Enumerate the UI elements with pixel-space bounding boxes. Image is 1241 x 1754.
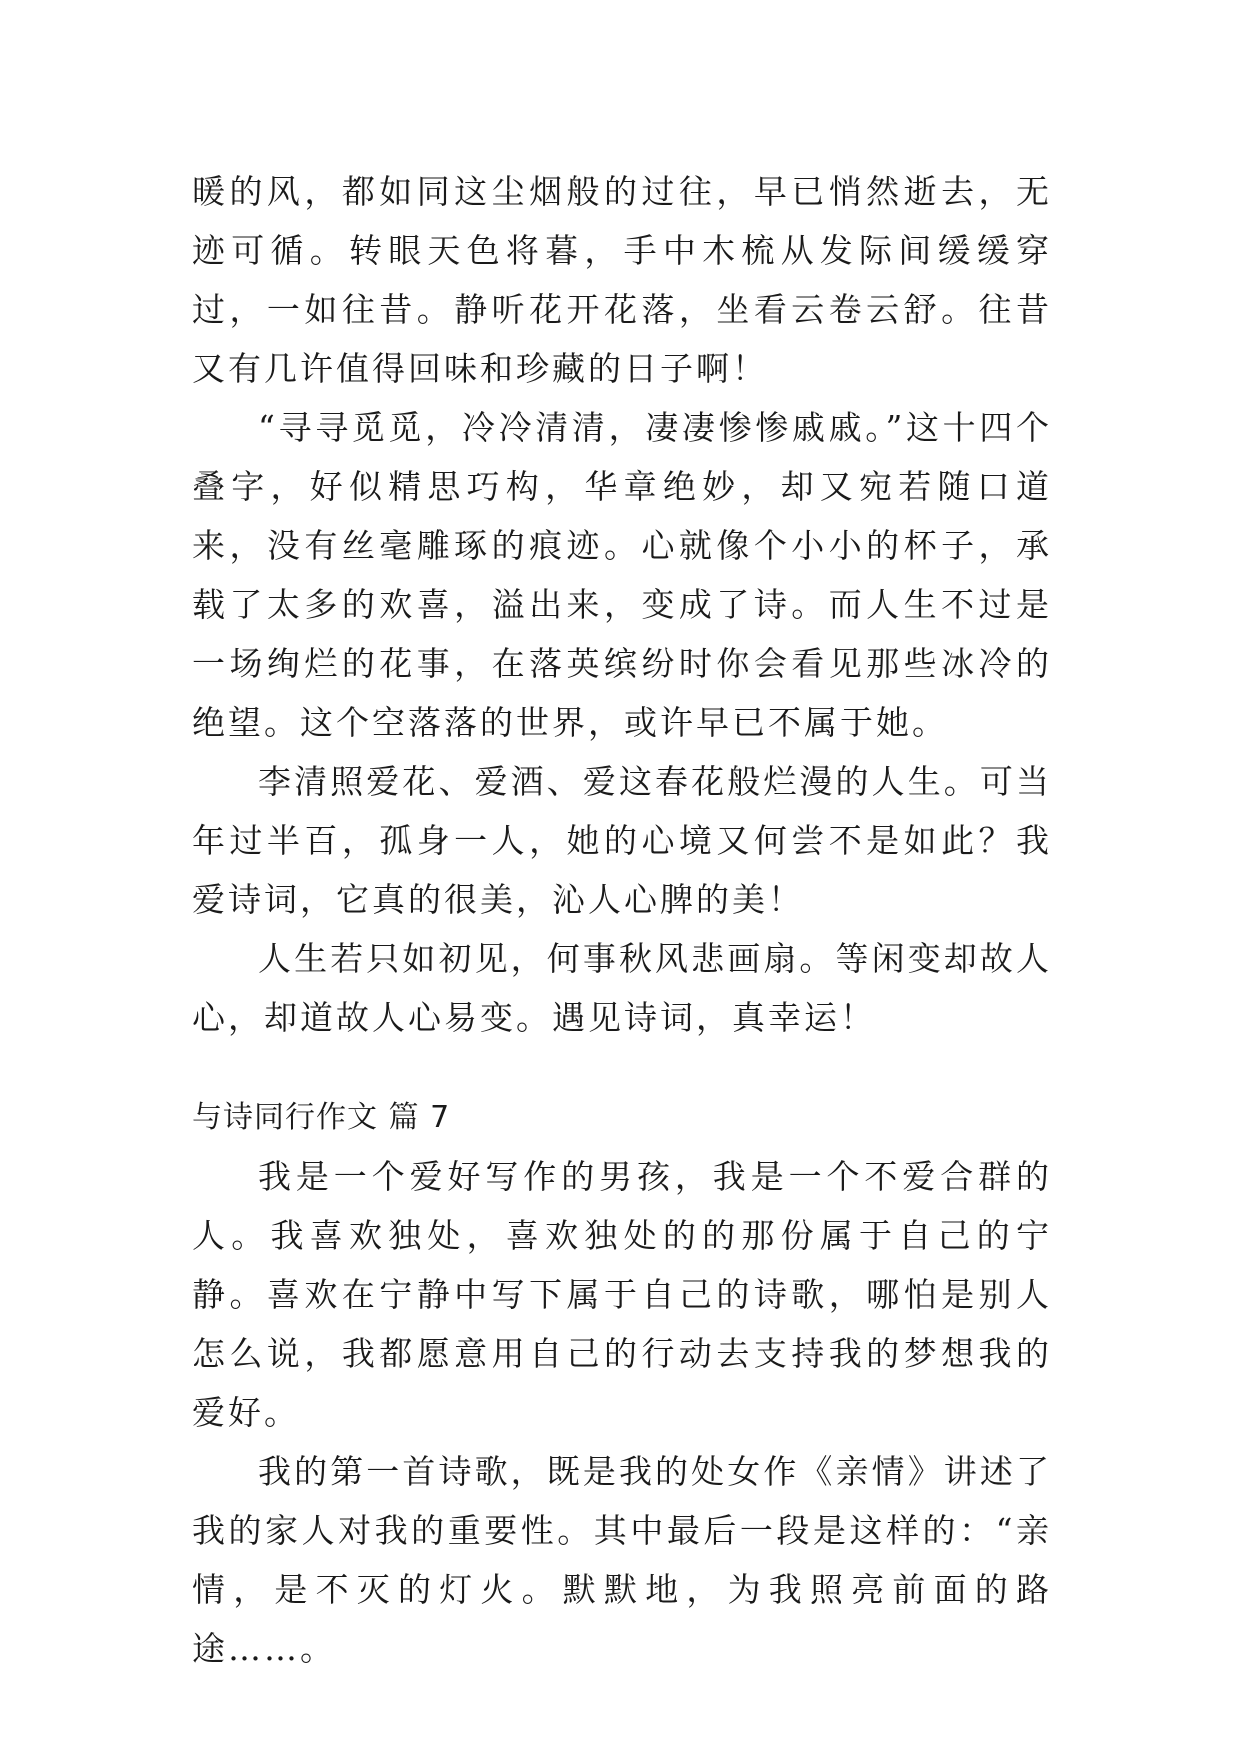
paragraph-li-qingzhao: 李清照爱花、爱酒、爱这春花般烂漫的人生。可当年过半百，孤身一人，她的心境又何尝不是如此？我爱诗词，它真的很美，沁人心脾的美！: [192, 762, 1052, 919]
paragraph-continuation: 暖的风，都如同这尘烟般的过往，早已悄然逝去，无迹可循。转眼天色将暮，手中木梳从发际间缓缓穿过，一如往昔。静听花开花落，坐看云卷云舒。往昔又有几许值得回味和珍藏的日子啊！: [192, 172, 1052, 388]
paragraph-first-poem: 我的第一首诗歌，既是我的处女作《亲情》讲述了我的家人对我的重要性。其中最后一段是这样的：“亲情，是不灭的灯火。默默地，为我照亮前面的路途……。: [192, 1452, 1052, 1668]
document-page: [192, 162, 1052, 1678]
paragraph-repeated-words: “寻寻觅觅，冷冷清清，凄凄惨惨戚戚。”这十四个叠字，好似精思巧构，华章绝妙，却又宛若随口道来，没有丝毫雕琢的痕迹。心就像个小小的杯子，承载了太多的欢喜，溢出来，变成了诗。而人生不过是一场绚烂的花事，在落英缤纷时你会看见那些冰冷的绝望。这个空落落的世界，或许早已不属于她。: [192, 408, 1052, 742]
section-title: 与诗同行作文 篇 7: [192, 1100, 451, 1135]
paragraph-writing-boy: 我是一个爱好写作的男孩，我是一个不爱合群的人。我喜欢独处，喜欢独处的的那份属于自己的宁静。喜欢在宁静中写下属于自己的诗歌，哪怕是别人怎么说，我都愿意用自己的行动去支持我的梦想我的爱好。: [192, 1157, 1052, 1432]
paragraph-first-sight: 人生若只如初见，何事秋风悲画扇。等闲变却故人心，却道故人心易变。遇见诗词，真幸运！: [192, 939, 1052, 1037]
